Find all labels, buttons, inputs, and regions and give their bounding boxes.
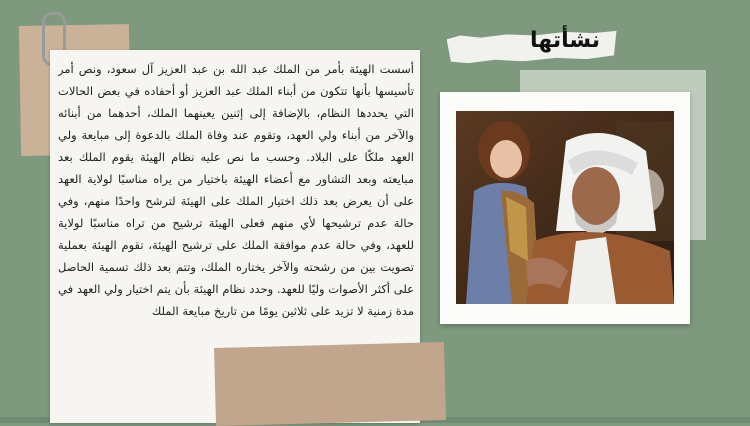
body-paragraph: أسست الهيئة بأمر من الملك عبد الله بن عبد العزيز آل سعود، ونص أمر تأسيسها بأنها تتكون من أبناء الملك عبد العزيز أو أحفاده في بعض الحالات التي يحددها النظام، بالإضافة إلى إثنين يعينهما الملك، أحدهما من أبنائه والآخر من أبناء ولي العهد، وتقوم عند وفاة الملك بالدعوة إلى مبايعة ولي العهد ملكًا على البلاد. وحسب ما نص عليه نظام الهيئة يقوم الملك بعد مبايعته وبعد التشاور مع أعضاء الهيئة باختيار من يراه مناسبًا لولاية العهد على أن يعرض بعد ذلك اختيار الملك على الهيئة لترشح واحدًا منهم، وفي حالة عدم ترشيحها لأي منهم فعلى الهيئة ترشيح من تراه مناسبًا لولاية للعهد، وفي حالة عدم موافقة الملك على ترشيح الهيئة، تقوم الهيئة بعملية تصويت بين من رشحته والآخر يختاره الملك، وتتم بعد ذلك تسمية الحاصل على أكثر الأصوات وليًا للعهد. وحدد نظام الهيئة بأن يتم اختيار ولي العهد في مدة زمنية لا تزيد على ثلاثين يومًا من تاريخ مبايعة الملك xyxy=(58,62,414,318)
page-title: نشأتها xyxy=(530,28,600,53)
historical-photo-icon xyxy=(456,111,674,304)
